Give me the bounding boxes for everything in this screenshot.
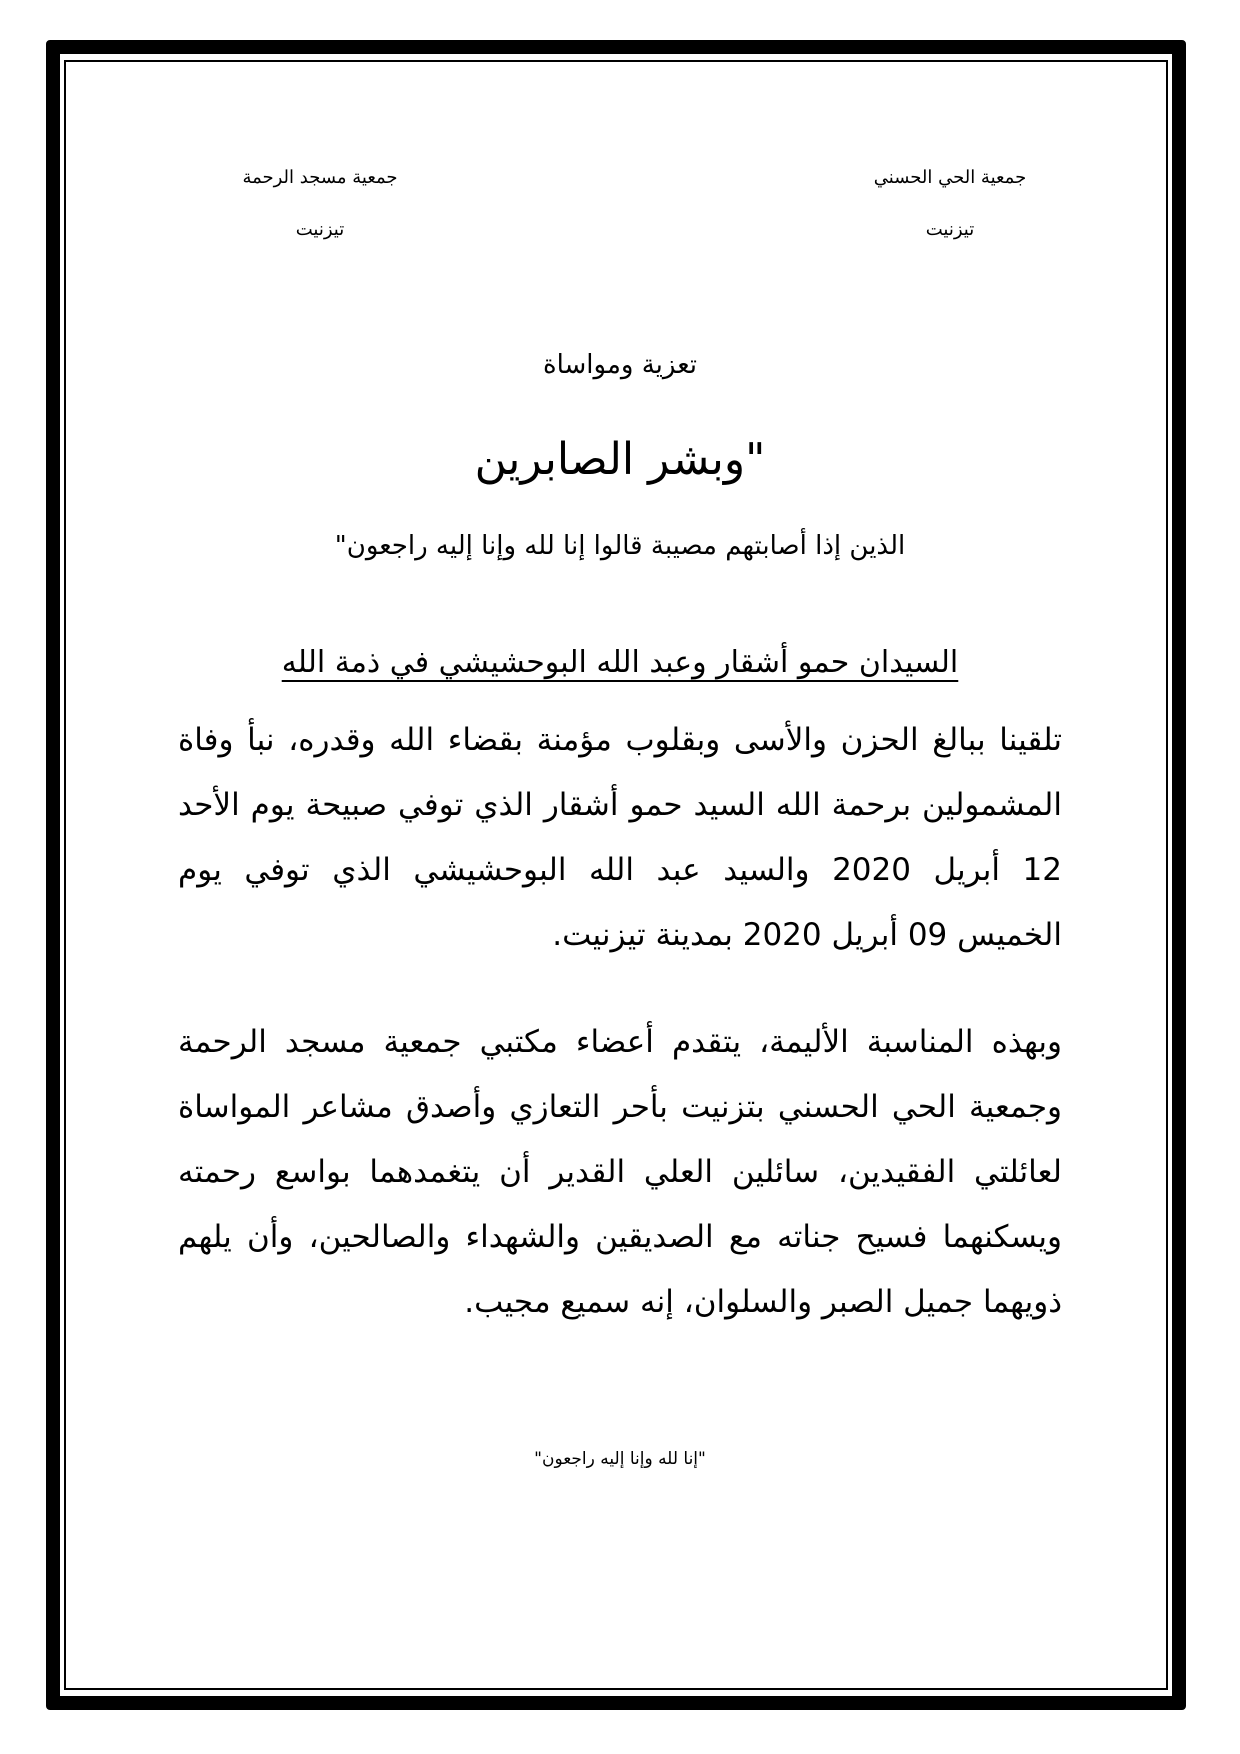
quran-verse-continuation: الذين إذا أصابتهم مصيبة قالوا إنا لله وإنا إليه راجعون"	[334, 531, 906, 561]
header-left	[210, 163, 430, 245]
document-heading: تعزية ومواساة	[542, 350, 698, 380]
body-paragraph-2: وبهذه المناسبة الأليمة، يتقدم أعضاء مكتبي جمعية مسجد الرحمة وجمعية الحي الحسني بتزنيت بأحر التعازي وأصدق مشاعر المواساة لعائلتي الفقيدين، سائلين العلي القدير أن يتغمدهما بواسع رحمته ويسكنهما فسيح جناته مع الصديقين والشهداء والصالحين، وأن يلهم ذويهما جميل الصبر والسلوان، إنه سميع مجيب.	[178, 1024, 1062, 1320]
subject-line	[150, 640, 1090, 686]
header-right	[840, 163, 1060, 245]
organization-name-left: جمعية مسجد الرحمة	[242, 167, 398, 188]
subject-text: السيدان حمو أشقار وعبد الله البوحشيشي في ذمة الله	[281, 645, 959, 680]
city-name-left: تيزنيت	[295, 219, 345, 240]
city-name-right: تيزنيت	[925, 219, 975, 240]
quran-verse-main: "وبشر الصابرين	[474, 434, 766, 485]
body-paragraph-1: تلقينا ببالغ الحزن والأسى وبقلوب مؤمنة بقضاء الله وقدره، نبأ وفاة المشمولين برحمة الله السيد حمو أشقار الذي توفي صبيحة يوم الأحد 12 أبريل 2020 والسيد عبد الله البوحشيشي الذي توفي يوم الخميس 09 أبريل 2020 بمدينة تيزنيت.	[178, 722, 1062, 953]
closing-verse: "إنا لله وإنا إليه راجعون"	[534, 1449, 706, 1469]
organization-name-right: جمعية الحي الحسني	[873, 167, 1027, 188]
